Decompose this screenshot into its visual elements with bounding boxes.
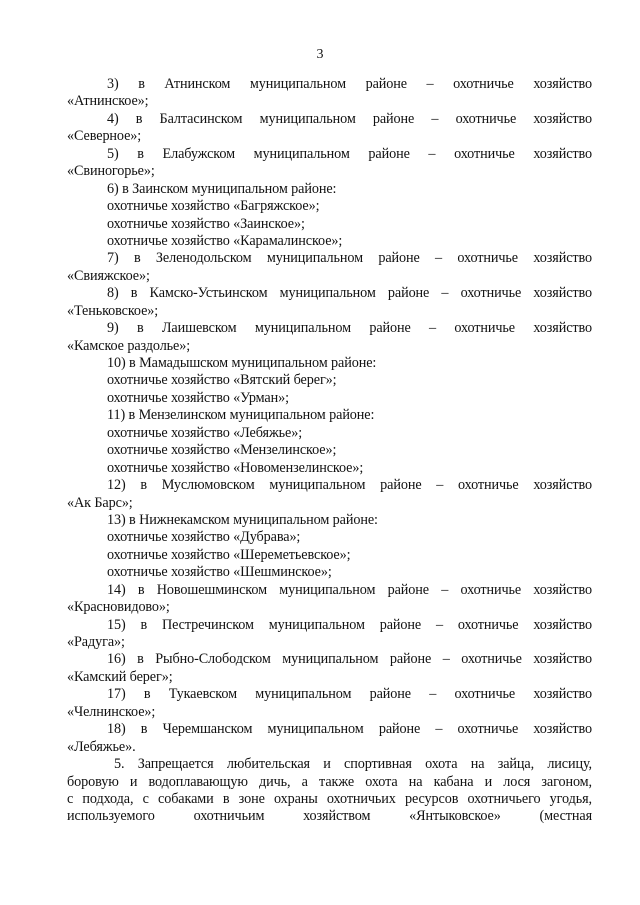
text-line: 9) в Лаишевском муниципальном районе – охотничье хозяйство [107, 320, 592, 337]
text-line: охотничье хозяйство «Мензелинское»; [107, 442, 337, 459]
text-line: 5) в Елабужском муниципальном районе – охотничье хозяйство [107, 145, 592, 162]
text-line: охотничье хозяйство «Новомензелинское»; [107, 459, 364, 476]
document-body [67, 76, 592, 826]
text-line: «Красновидово»; [67, 599, 170, 616]
text-line: «Свияжское»; [67, 267, 150, 284]
text-line: 14) в Новошешминском муниципальном районе – охотничье хозяйство [107, 581, 592, 598]
text-line: используемого охотничьим хозяйством «Янтыковское» (местная [67, 808, 592, 825]
text-line: «Лебяжье». [67, 738, 136, 755]
text-line: «Северное»; [67, 128, 142, 145]
text-line: «Атнинское»; [67, 93, 149, 110]
text-line: 3) в Атнинском муниципальном районе – охотничье хозяйство [107, 76, 592, 92]
text-line: 12) в Муслюмовском муниципальном районе – охотничье хозяйство [107, 477, 592, 494]
text-line: охотничье хозяйство «Шереметьевское»; [107, 546, 351, 563]
text-line: 10) в Мамадышском муниципальном районе: [107, 355, 377, 371]
text-line: «Камское раздолье»; [67, 337, 191, 354]
text-line: «Радуга»; [67, 634, 125, 650]
text-line: 4) в Балтасинском муниципальном районе – охотничье хозяйство [107, 110, 592, 127]
text-line: охотничье хозяйство «Дубрава»; [107, 529, 301, 546]
text-line: 18) в Черемшанском муниципальном районе – охотничье хозяйство [107, 721, 592, 738]
text-line: охотничье хозяйство «Лебяжье»; [107, 424, 303, 441]
text-line: боровую и водоплавающую дичь, а также охота на кабана и лося загоном, [67, 773, 592, 790]
text-line: «Теньковское»; [67, 302, 159, 319]
text-line: 13) в Нижнекамском муниципальном районе: [107, 511, 378, 528]
text-line: 16) в Рыбно-Слободском муниципальном районе – охотничье хозяйство [107, 651, 592, 668]
text-line: «Ак Барс»; [67, 494, 133, 511]
text-line: «Челнинское»; [67, 703, 156, 720]
text-line: охотничье хозяйство «Карамалинское»; [107, 232, 343, 249]
text-line: охотничье хозяйство «Багряжское»; [107, 198, 320, 215]
text-line: охотничье хозяйство «Урман»; [107, 389, 289, 406]
page-number: 3 [316, 47, 324, 62]
text-line: с подхода, с собаками в зоне охраны охотничьих ресурсов охотничьего угодья, [67, 790, 592, 807]
text-line: 11) в Мензелинском муниципальном районе: [107, 407, 375, 424]
text-line: 6) в Заинском муниципальном районе: [107, 180, 337, 197]
text-line: охотничье хозяйство «Вятский берег»; [107, 372, 337, 389]
text-line: 5. Запрещается любительская и спортивная охота на зайца, лисицу, [114, 756, 592, 773]
text-line: 7) в Зеленодольском муниципальном районе – охотничье хозяйство [107, 250, 592, 267]
text-line: «Свиногорье»; [67, 163, 155, 180]
text-line: 15) в Пестречинском муниципальном районе – охотничье хозяйство [107, 616, 592, 633]
text-line: «Камский берег»; [67, 668, 173, 685]
text-line: охотничье хозяйство «Заинское»; [107, 215, 305, 232]
text-line: 8) в Камско-Устьинском муниципальном районе – охотничье хозяйство [107, 285, 592, 302]
text-line: охотничье хозяйство «Шешминское»; [107, 564, 332, 581]
text-line: 17) в Тукаевском муниципальном районе – охотничье хозяйство [107, 686, 592, 703]
